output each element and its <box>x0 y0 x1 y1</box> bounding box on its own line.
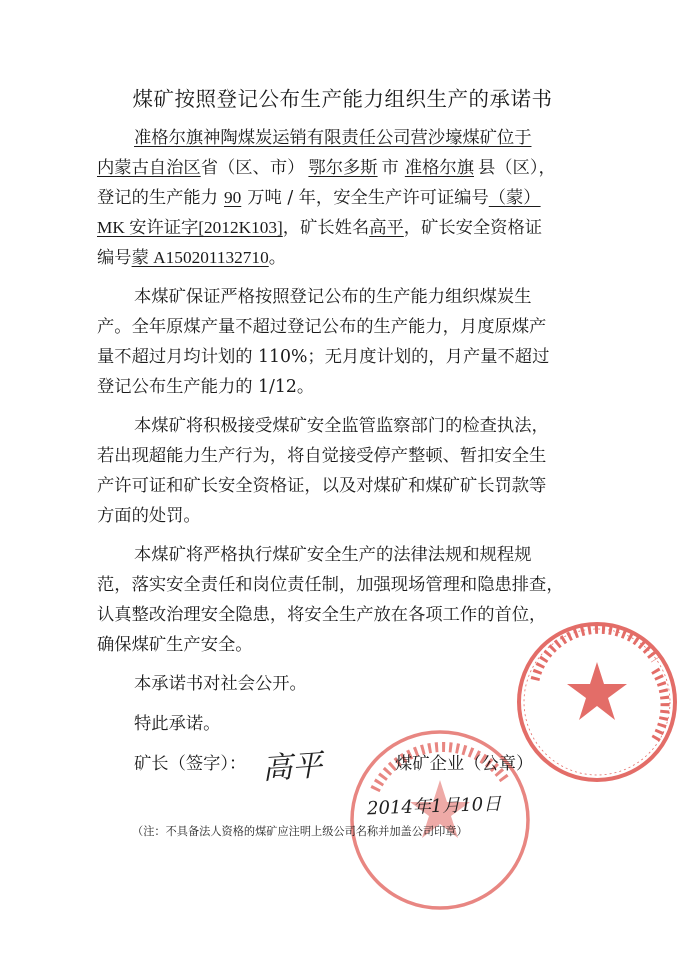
closing-statement: 特此承诺。 <box>134 714 221 734</box>
para4-line3: 认真整改治理安全隐患，将安全生产放在各项工作的首位， <box>97 605 547 625</box>
cert-number-field: 蒙 A150201132710 <box>131 248 269 267</box>
public-statement: 本承诺书对社会公开。 <box>134 674 307 694</box>
para1-line2: 内蒙古自治区省（区、市） 鄂尔多斯 市 准格尔旗 县（区）， <box>97 158 556 178</box>
company-seal-label: 煤矿企业（公章） <box>395 754 534 774</box>
document-title: 煤矿按照登记公布生产能力组织生产的承诺书 <box>132 87 553 111</box>
para3-line3: 产许可证和矿长安全资格证，以及对煤矿和煤矿矿长罚款等 <box>97 476 547 496</box>
company-seal-lower <box>330 720 540 920</box>
para1-line3: 登记的生产能力 90 万吨 / 年，安全生产许可证编号（蒙） <box>97 188 541 208</box>
para2-line1: 本煤矿保证严格按照登记公布的生产能力组织煤炭生 <box>134 287 532 307</box>
para4-line2: 范，落实安全责任和岗位责任制，加强现场管理和隐患排查， <box>97 575 564 595</box>
para2-line2: 产。全年原煤产量不超过登记公布的生产能力，月度原煤产 <box>97 317 547 337</box>
para3-line2: 若出现超能力生产行为，将自觉接受停产整顿、暂扣安全生 <box>97 446 547 466</box>
footnote: （注：不具备法人资格的煤矿应注明上级公司名称并加盖公司印章） <box>132 825 468 838</box>
para4-line4: 确保煤矿生产安全。 <box>97 635 253 655</box>
para1-line5: 编号蒙 A150201132710。 <box>97 248 287 268</box>
para3-line1: 本煤矿将积极接受煤矿安全监管监察部门的检查执法， <box>134 416 549 436</box>
para2-line3: 量不超过月均计划的 110%；无月度计划的，月产量不超过 <box>97 347 550 367</box>
license-field-part2: MK 安许证字[2012K103] <box>97 218 283 237</box>
manager-signature-label: 矿长（签字）： <box>134 754 247 774</box>
para2-line4: 登记公布生产能力的 1/12。 <box>97 377 315 397</box>
para1-line4: MK 安许证字[2012K103]，矿长姓名高平，矿长安全资格证 <box>97 218 543 238</box>
signing-date: 2014年1月10日 <box>366 793 502 820</box>
para3-line4: 方面的处罚。 <box>97 506 201 526</box>
mine-name-field: 准格尔旗神陶煤炭运销有限责任公司营沙壕煤矿位于 <box>134 128 532 148</box>
manager-signature: 高平 <box>261 747 324 788</box>
para4-line1: 本煤矿将严格执行煤矿安全生产的法律法规和规程规 <box>134 545 532 565</box>
city-field: 鄂尔多斯 <box>308 158 378 178</box>
capacity-field: 90 <box>223 188 242 207</box>
license-field-part1: （蒙） <box>488 188 541 208</box>
county-field: 准格尔旗 <box>404 158 474 178</box>
para1-line1 <box>134 126 541 150</box>
province-field: 内蒙古自治区 <box>97 158 201 178</box>
mine-manager-name: 高平 <box>369 218 404 238</box>
